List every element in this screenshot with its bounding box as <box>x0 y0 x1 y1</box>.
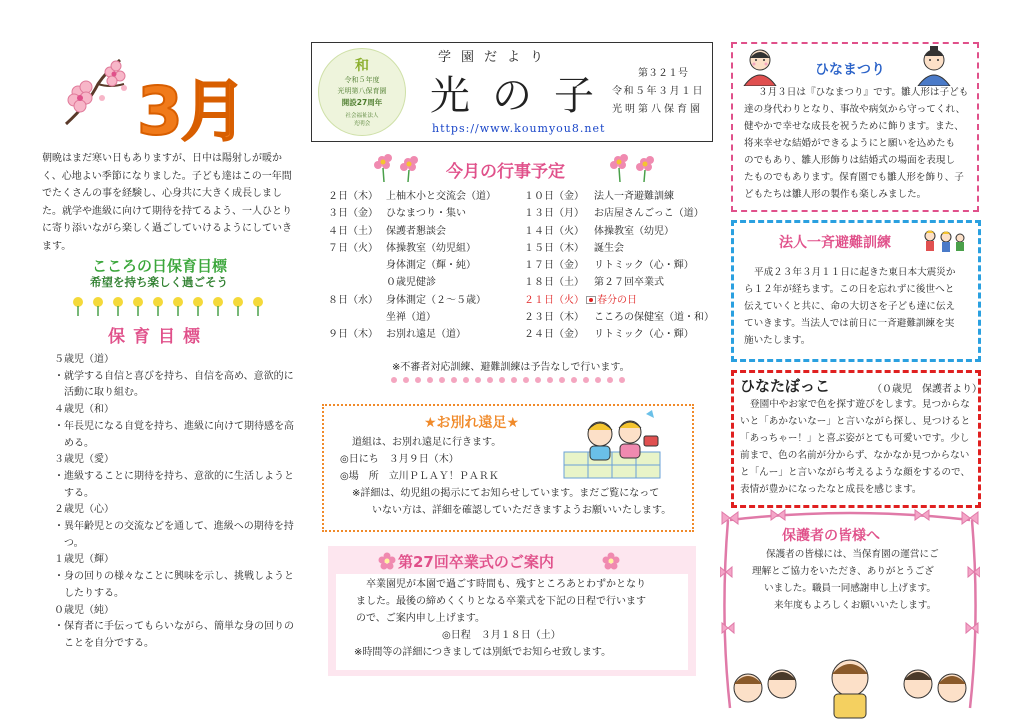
event-row <box>328 257 496 274</box>
event-row <box>524 257 714 274</box>
event-day: １３日（月） <box>524 208 584 220</box>
graduation-line: ※時間等の詳細につきましては別紙でお知らせ致します。 <box>354 647 612 658</box>
intro-text: 朝晩はまだ寒い日もありますが、日中は陽射しが暖かく、心地よい季節になりました。子ども達はこの一年間でたくさんの事を経験し、心身共に大きく成長しました。就学や進級に向けて期待を持てるよう、一人ひとりに寄り添いながら楽しく過ごしていけるようにしていきます。 <box>42 153 292 252</box>
event-name: 法人一斉避難訓練 <box>594 191 674 202</box>
event-name: お別れ遠足（道） <box>386 329 466 341</box>
event-name: 第２７回卒業式 <box>594 277 664 289</box>
parents-line: いました。職員一同感謝申し上げます。 <box>764 583 936 594</box>
goal-line: ４歳児（和） <box>54 404 114 416</box>
goal-line: ３歳児（愛） <box>54 454 114 466</box>
event-row <box>328 326 496 343</box>
goal-line: ０歳児（純） <box>54 604 114 616</box>
hinatabokko-line: 「あっちゃー！」と喜ぶ姿がとても可愛いです。少し <box>740 433 970 444</box>
graduation-line: ◎日程 ３月１８日（土） <box>442 630 561 641</box>
hinamatsuri-line: ３月３日は『ひなまつり』です。雛人形は子ども <box>758 87 969 98</box>
goal-line: ・異年齢児との交流などを通して、進級への期待を持 <box>54 521 294 533</box>
goal-line: ・保育者に手伝ってもらいながら、簡単な身の回りの <box>54 621 294 633</box>
event-day: ２３日（木） <box>524 312 584 324</box>
graduation-line: ました。最後の締めくくりとなる卒業式を下記の日程で行います <box>356 596 646 607</box>
anniversary-badge <box>318 48 406 136</box>
evacuation-line: ら１２年が経ちます。この日を忘れずに後世へと <box>744 284 955 295</box>
event-name: 身体測定（２～５歳） <box>386 294 486 306</box>
event-name: 体操教室（幼児組） <box>386 242 476 254</box>
graduation-body <box>356 576 646 661</box>
events-title: 今月の行事予定 <box>446 162 565 182</box>
event-row <box>524 188 714 205</box>
event-name: こころの保健室（道・和） <box>594 312 714 324</box>
badge-year: 令和５年度 <box>344 76 380 84</box>
event-row <box>328 188 496 205</box>
issue-date: 令和５年３月１日 <box>612 86 704 97</box>
newsletter-label: 学園だより <box>438 50 554 65</box>
event-row <box>524 205 714 222</box>
website-link[interactable]: https://www.koumyou8.net <box>432 122 606 135</box>
hinatabokko-line: 表情が豊かになったなと成長を感じます。 <box>740 484 922 495</box>
event-day: １５日（木） <box>524 242 584 254</box>
event-day: ９日（木） <box>328 329 378 341</box>
event-day: ７日（火） <box>328 242 378 254</box>
running-children-icon <box>920 228 966 258</box>
event-day: ２１日（火） <box>524 294 584 306</box>
hinamatsuri-title: ひなまつり <box>815 62 885 78</box>
events-right-list <box>524 188 714 344</box>
hinatabokko-title: ひなたぼっこ <box>740 377 831 395</box>
event-day: ２日（木） <box>328 191 378 202</box>
hinatabokko-line: 登園中やお家で色を探す遊びをします。見つからな <box>750 399 970 410</box>
event-day: １８日（土） <box>524 277 584 289</box>
graduation-line: 卒業園児が本園で過ごす時間も、残すところあとわずかとなり <box>366 579 646 590</box>
event-name: リトミック（心・輝） <box>594 260 694 272</box>
newsletter-title: 光の子 <box>430 73 616 119</box>
badge-kanji: 和 <box>355 58 369 74</box>
goal-list <box>54 352 294 653</box>
flower-border-icon <box>68 294 268 316</box>
month-heading: 3月 <box>137 73 245 150</box>
event-row <box>328 240 496 257</box>
event-row <box>328 205 496 222</box>
flower-divider-icon <box>388 375 632 385</box>
event-name: 坐禅（道） <box>386 312 436 324</box>
parents-line: 来年度もよろしくお願いいたします。 <box>774 600 937 611</box>
goal-line: したりする。 <box>54 587 124 599</box>
evacuation-line: 伝えていくと共に、命の大切さを子ども達に伝え <box>744 301 956 312</box>
hina-doll-icon <box>912 46 956 86</box>
parents-line: 保護者の皆様には、当保育園の運営にご <box>766 549 939 560</box>
cosmos-flower-icon <box>606 150 664 182</box>
hinatabokko-body <box>740 396 970 498</box>
goal-line: ・年長児になる自覚を持ち、進級に向けて期待感を高 <box>54 420 294 432</box>
school-name: 光明第八保育園 <box>612 104 703 115</box>
event-name: ひなまつり・集い <box>386 208 466 220</box>
goal-line: ことを自分でする。 <box>54 637 154 649</box>
evacuation-line: ていきます。当法人では前日に一斉避難訓練を実 <box>744 318 955 329</box>
event-name: ０歳児健診 <box>386 277 436 289</box>
event-row <box>328 274 496 291</box>
hinatabokko-line: と「んー」と言いながら考えるような顔をするので、 <box>740 467 971 478</box>
event-row <box>524 274 714 291</box>
issue-number: 第３２１号 <box>638 68 688 79</box>
ensoku-line: ※詳細は、幼児組の掲示にてお知らせしています。まだご覧になって <box>352 488 660 499</box>
ensoku-line: ◎場 所 立川ＰＬＡＹ！ＰＡＲＫ <box>340 471 499 482</box>
ensoku-line: ◎日にち ３月９日（木） <box>340 454 459 465</box>
hinatabokko-subtitle: （０歳児 保護者より） <box>872 384 982 395</box>
event-row <box>524 223 714 240</box>
goal-line: １歳児（輝） <box>54 554 114 566</box>
badge-org-name: 光明会 <box>353 121 371 127</box>
hinamatsuri-line: 将来幸せな結婚ができるようにと願いを込めたも <box>744 138 956 149</box>
event-name: 春分の日 <box>597 294 637 306</box>
hinamatsuri-line: たものでもあります。保育園でも雛人形を飾り、子 <box>744 172 964 183</box>
plum-blossom-icon <box>58 54 136 132</box>
cosmos-flower-icon <box>370 150 428 182</box>
event-day: ３日（金） <box>328 208 378 220</box>
goal-line: ・進級することに期待を持ち、意欲的に生活しようと <box>54 470 294 482</box>
goal-line: ５歳児（道） <box>54 354 114 365</box>
kokoro-goal-title: こころの日保育目標 <box>92 257 228 275</box>
hinamatsuri-body <box>744 84 968 203</box>
evacuation-line: 平成２３年３月１１日に起きた東日本大震災か <box>754 267 956 278</box>
ensoku-line: 道組は、お別れ遠足に行きます。 <box>352 437 502 448</box>
flower-icon <box>602 552 620 570</box>
event-name: リトミック（心・輝） <box>594 329 694 341</box>
event-day: １４日（火） <box>524 225 584 237</box>
badge-org: 社会福祉法人 <box>345 113 379 119</box>
event-day: ４日（土） <box>328 225 378 237</box>
hinatabokko-line: いと「あかないなー」と言いながら探し、見つけると <box>740 416 971 427</box>
event-row <box>524 309 714 326</box>
events-left-list <box>328 188 496 344</box>
goal-line: する。 <box>54 487 94 499</box>
graduation-title: 第27回卒業式のご案内 <box>398 553 554 571</box>
hinamatsuri-line: のでもあり、雛人形飾りは結婚式の場面を表現し <box>744 155 956 166</box>
japan-flag-icon <box>586 296 596 304</box>
parents-message-title: 保護者の皆様へ <box>782 528 880 544</box>
ensoku-line: いない方は、詳細を確認していただきますようお願いいたします。 <box>372 505 672 516</box>
flower-icon <box>378 552 396 570</box>
events-note: ※不審者対応訓練、避難訓練は予告なしで行います。 <box>392 362 630 373</box>
event-name: 上柚木小と交流会（道） <box>386 191 496 202</box>
badge-anniversary: 開設27周年 <box>341 98 383 107</box>
event-day: １０日（金） <box>524 191 584 202</box>
goal-line: ・就学する自信と喜びを持ち、自信を高め、意欲的に <box>54 370 294 382</box>
event-row <box>524 326 714 343</box>
parents-line: 理解とご協力をいただき、ありがとうござ <box>752 566 934 577</box>
event-day: １７日（金） <box>524 260 584 272</box>
evacuation-line: 施いたします。 <box>744 335 811 346</box>
event-name: 誕生会 <box>594 242 624 254</box>
hinamatsuri-line: 達の身代わりとなり、事故や病気から守ってくれ、 <box>744 104 966 115</box>
hinamatsuri-line: どもたちは雛人形の製作も楽しみました。 <box>744 189 927 200</box>
event-name: 体操教室（幼児） <box>594 225 674 237</box>
event-name: 保護者懇談会 <box>386 225 446 237</box>
event-row <box>524 240 714 257</box>
ensoku-body <box>340 434 672 519</box>
event-day: ２４日（金） <box>524 329 584 341</box>
kokoro-goal-subtitle: 希望を持ち楽しく過ごそう <box>90 275 228 289</box>
parents-message-body <box>752 546 939 614</box>
ensoku-title: ★お別れ遠足★ <box>424 415 520 431</box>
goal-line: 活動に取り組む。 <box>54 387 144 399</box>
badge-school: 光明第八保育園 <box>337 87 387 95</box>
hina-doll-icon <box>738 46 782 86</box>
goal-line: める。 <box>54 437 94 449</box>
graduation-line: ので、ご案内申し上げます。 <box>356 613 485 624</box>
event-day: ８日（水） <box>328 294 378 306</box>
event-name: 身体測定（輝・純） <box>386 260 476 272</box>
event-row <box>328 223 496 240</box>
evacuation-drill-body <box>744 264 955 349</box>
hoiku-goal-title: 保育目標 <box>108 327 208 347</box>
goal-line: ・身の回りの様々なことに興味を示し、挑戦しようと <box>54 571 294 583</box>
event-row-holiday <box>524 292 714 309</box>
goal-line: つ。 <box>54 537 84 549</box>
event-row <box>328 292 496 309</box>
evacuation-drill-title: 法人一斉避難訓練 <box>779 235 891 251</box>
event-name: お店屋さんごっこ（道） <box>594 208 704 220</box>
event-row <box>328 309 496 326</box>
hinatabokko-line: 前まで、色の名前が分からず、なかなか見つからない <box>740 450 970 461</box>
hinamatsuri-line: 健やかで幸せな成長を祝うために飾ります。また、 <box>744 121 964 132</box>
goal-line: ２歳児（心） <box>54 504 114 516</box>
